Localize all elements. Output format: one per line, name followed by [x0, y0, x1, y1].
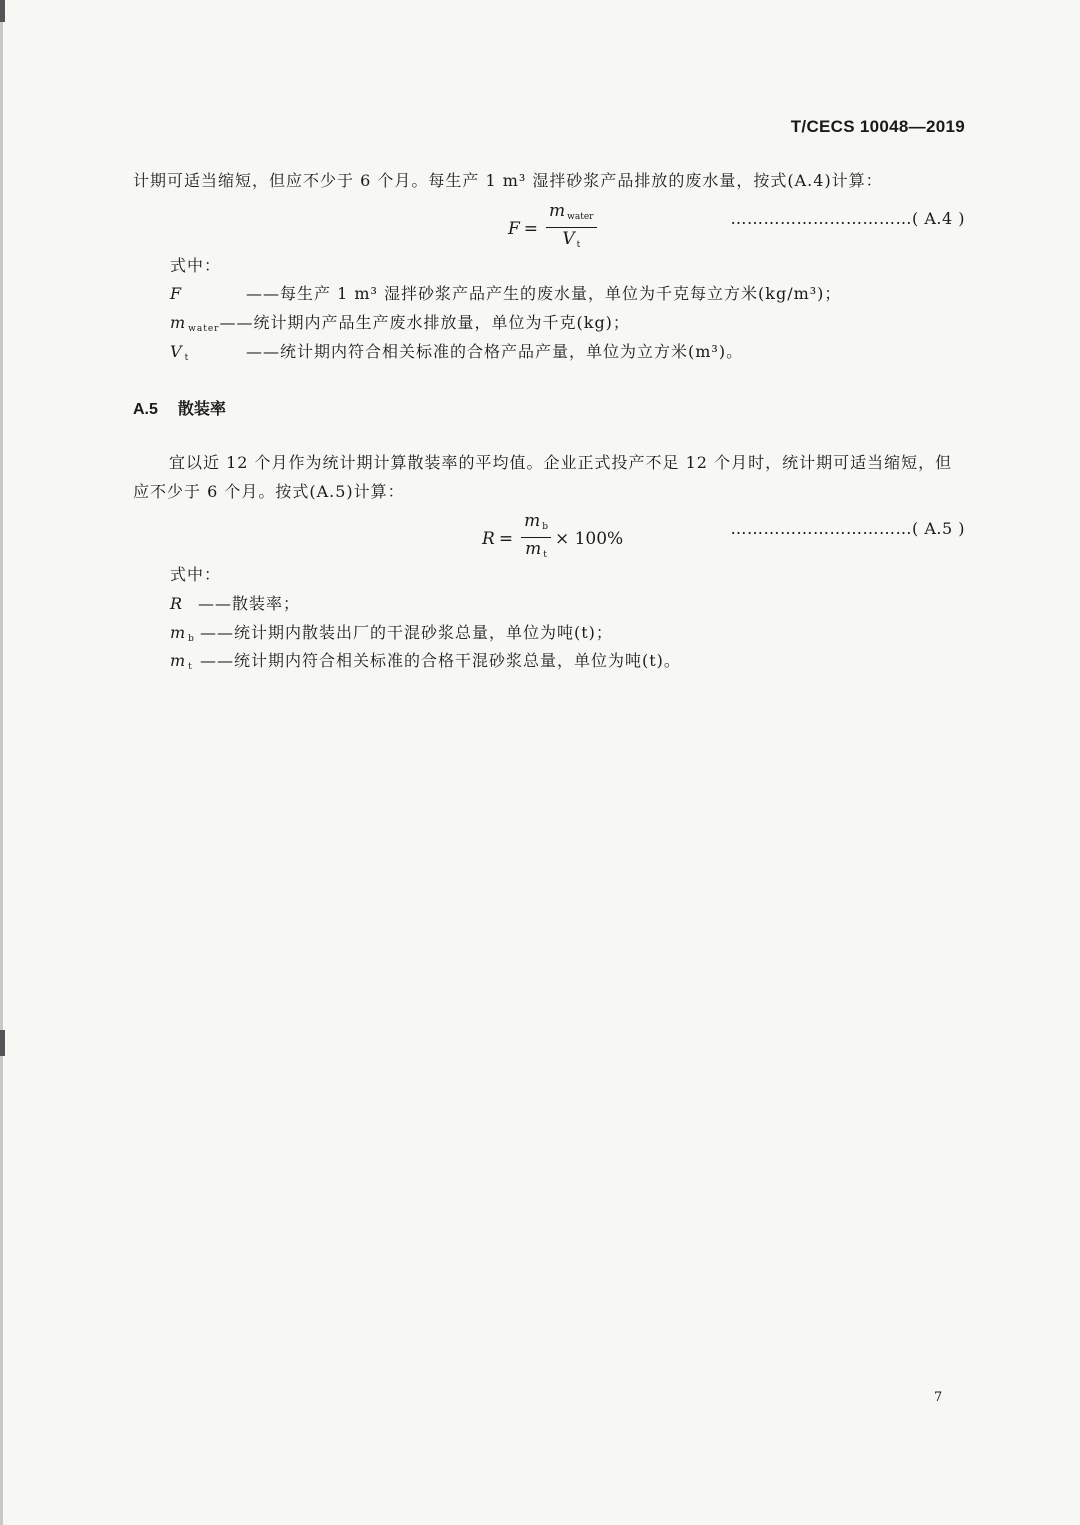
- page-number: 7: [934, 1390, 943, 1405]
- formula-a5-eq: =: [498, 528, 514, 549]
- numerator-var: m: [524, 511, 541, 531]
- def-symbol: R: [170, 594, 184, 613]
- formula-a4-lhs: F: [508, 218, 520, 239]
- def-symbol-var: m: [170, 623, 187, 642]
- equation-tag-a4: ( A.4 ): [912, 209, 965, 228]
- formula-a4-eq: =: [523, 218, 539, 239]
- scan-mark-top: [0, 0, 5, 22]
- standard-code: T/CECS 10048—2019: [790, 117, 965, 136]
- definition-v-t: [170, 339, 743, 363]
- scan-mark-mid: [0, 1030, 5, 1056]
- formula-a5-tail: × 100%: [554, 528, 624, 549]
- def-symbol: [170, 342, 246, 363]
- definition-r: [170, 591, 300, 614]
- formula-a4-numerator: [546, 202, 596, 228]
- scan-edge: [0, 0, 3, 1525]
- formula-a5-fraction: [521, 512, 551, 565]
- definition-f: [170, 281, 841, 304]
- def-text: ——统计期内符合相关标准的合格干混砂浆总量，单位为吨(t)。: [200, 651, 681, 670]
- equation-tag-a5: ( A.5 ): [912, 519, 965, 538]
- def-symbol-sub: t: [184, 353, 190, 363]
- definition-m-b: [170, 620, 613, 644]
- def-symbol-sub: t: [188, 662, 193, 672]
- leader-dots: ……………………………: [730, 519, 913, 538]
- def-text: ——统计期内产品生产废水排放量，单位为千克(kg)；: [219, 313, 630, 332]
- formula-a4: [508, 202, 601, 255]
- section-number: A.5: [133, 401, 158, 418]
- numerator-sub: b: [542, 522, 548, 532]
- def-text: ——统计期内散装出厂的干混砂浆总量，单位为吨(t)；: [200, 623, 613, 642]
- def-symbol-var: m: [170, 313, 187, 332]
- section-a5-paragraph: 宜以近 12 个月作为统计期计算散装率的平均值。企业正式投产不足 12 个月时，统计期可适当缩短，但应不少于 6 个月。按式(A.5)计算：: [133, 453, 953, 501]
- denominator-var: m: [525, 539, 542, 559]
- section-title: 散装率: [177, 401, 226, 418]
- formula-a4-denominator: [562, 228, 580, 255]
- where-label: 式中：: [170, 565, 222, 584]
- intro-line: 计期可适当缩短，但应不少于 6 个月。每生产 1 m³ 湿拌砂浆产品排放的废水量，按式(A.4)计算：: [133, 171, 883, 190]
- section-heading: [133, 396, 226, 419]
- leader-dots: ……………………………: [730, 209, 913, 228]
- def-symbol-var: m: [170, 651, 187, 670]
- def-text: ——每生产 1 m³ 湿拌砂浆产品产生的废水量，单位为千克每立方米(kg/m³)；: [246, 284, 842, 303]
- formula-a5-denominator: [525, 538, 547, 565]
- formula-a4-fraction: [546, 202, 596, 255]
- numerator-sub: water: [567, 212, 594, 222]
- formula-a4-leader: [731, 209, 965, 228]
- def-symbol: [170, 313, 220, 334]
- def-symbol: F: [170, 284, 183, 303]
- denominator-var: V: [562, 229, 575, 249]
- def-symbol-sub: water: [188, 324, 220, 334]
- def-symbol-var: V: [170, 342, 183, 361]
- def-symbol: [170, 651, 200, 672]
- numerator-var: m: [549, 201, 566, 221]
- def-symbol: [170, 623, 200, 644]
- formula-a5-leader: [731, 519, 965, 538]
- where-label: 式中：: [170, 256, 222, 275]
- formula-a5-numerator: [521, 512, 551, 538]
- formula-a5: [482, 512, 623, 565]
- formula-a5-lhs: R: [482, 528, 495, 549]
- denominator-sub: t: [576, 240, 581, 250]
- definition-m-t: [170, 648, 681, 672]
- definition-m-water: [170, 310, 630, 334]
- def-text: ——统计期内符合相关标准的合格产品产量，单位为立方米(m³)。: [246, 342, 744, 361]
- def-symbol-sub: b: [188, 634, 195, 644]
- denominator-sub: t: [543, 550, 547, 560]
- def-text: ——散装率；: [198, 594, 301, 613]
